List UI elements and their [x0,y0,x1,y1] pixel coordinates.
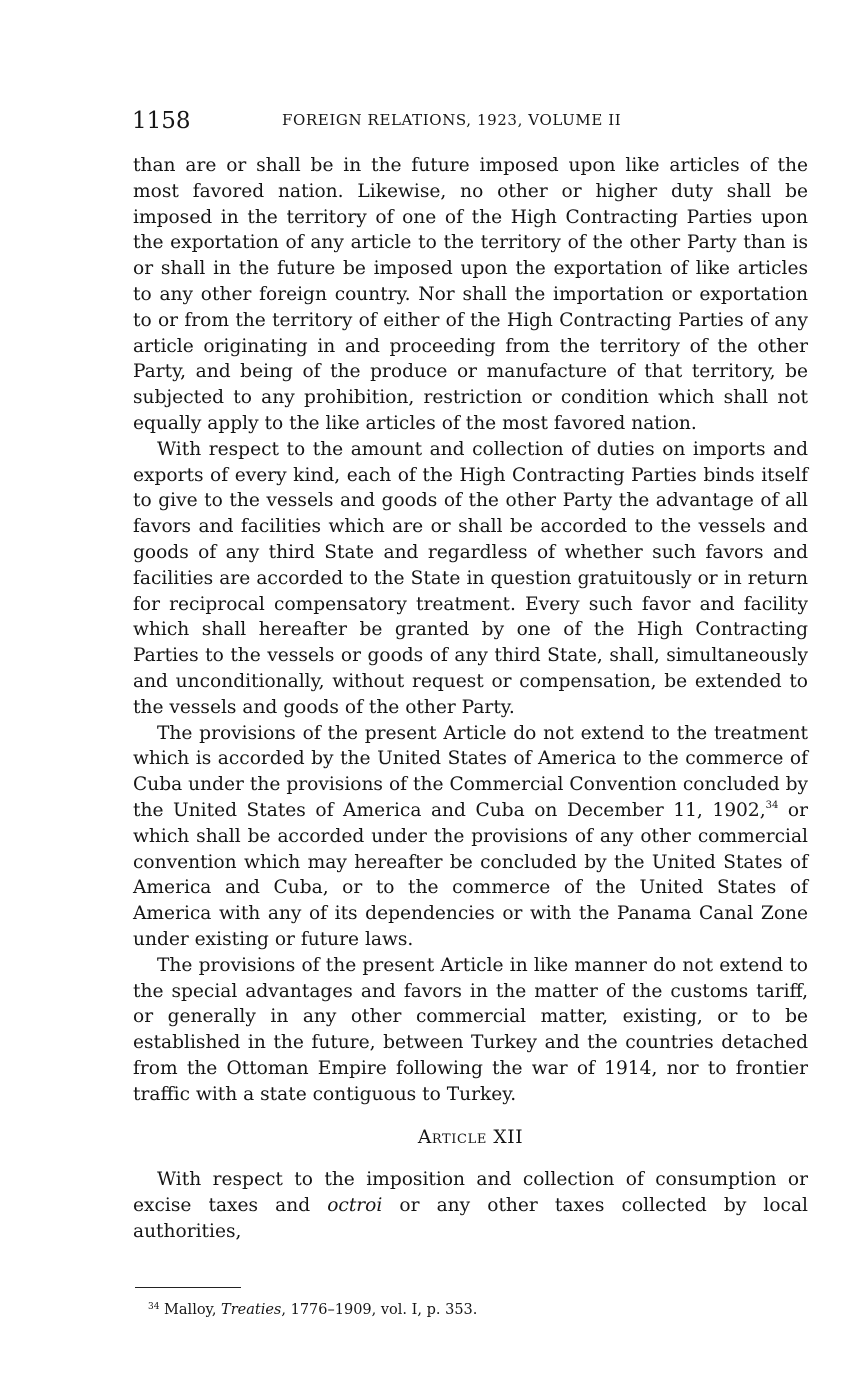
paragraph-excise-text-end: or any other taxes collected by local authorities, [133,1195,809,1242]
body-text [133,153,808,1245]
paragraph-cuba-exception [133,721,808,953]
footnote-citation: , 1776–1909, vol. I, p. 353. [281,1302,478,1318]
italic-term: octroi [327,1195,383,1217]
footnote [148,1298,477,1319]
footnote-title: Treaties [221,1302,282,1318]
paragraph-excise-taxes [133,1167,808,1244]
running-head: FOREIGN RELATIONS, 1923, VOLUME II [282,111,622,129]
paragraph-excise-text: With respect to the imposition and collection of consumption or excise taxes and [133,1169,808,1217]
footnote-marker: 34 [148,1302,160,1312]
article-heading: Article XII [417,1127,524,1149]
footnote-reference[interactable]: 34 [765,799,779,811]
paragraph-cuba-text-end: or which shall be accorded under the provisions of any other commercial convention which may hereafter be concluded by the United States of America and Cuba, or to the commerce of the United States of America with any of its dependencies or with the Panama Canal Zone under existing or future laws. [133,799,808,950]
paragraph-cuba-text: The provisions of the present Article do not extend to the treatment which is accorded by the United States of America to the commerce of Cuba under the provisions of the Commercial Convention concluded by the United States of America and Cuba on December 11, 1902, [133,722,808,821]
paragraph-continuation: than are or shall be in the future imposed upon like articles of the most favored nation. Likewise, no other or higher duty shall be imposed in the territory of one of the High Contracting Parties upon the exportation of any article to the territory of the other Party than is or shall in the future be imposed upon the exportation of like articles to any other foreign country. Nor shall the importation or exportation to or from the territory of either of the High Contracting Parties of any article originating in and proceeding from the territory of the other Party, and being of the produce or manufacture of that territory, be subjected to any prohibition, restriction or condition which shall not equally apply to the like articles of the most favored nation. [133,155,808,434]
paragraph-turkey-exception: The provisions of the present Article in like manner do not extend to the special advantages and favors in the matter of the customs tariff, or generally in any other commercial matter, existing, or to be established in the future, between Turkey and the countries detached from the Ottoman Empire following the war of 1914, nor to frontier traffic with a state contiguous to Turkey. [133,954,808,1105]
footnote-divider [135,1287,241,1288]
footnote-author: Malloy, [159,1302,222,1318]
page-header [132,108,808,138]
page-number: 1158 [132,108,191,134]
paragraph-duties: With respect to the amount and collection of duties on imports and exports of every kind, each of the High Contracting Parties binds itself to give to the vessels and goods of the other Party the advantage of all favors and facilities which are or shall be accorded to the vessels and goods of any third State and regardless of whether such favors and facilities are accorded to the State in question gratuitously or in return for reciprocal compensatory treatment. Every such favor and facility which shall hereafter be granted by one of the High Contracting Parties to the vessels or goods of any third State, shall, simultaneously and unconditionally, without request or compensation, be extended to the vessels and goods of the other Party. [133,438,808,718]
